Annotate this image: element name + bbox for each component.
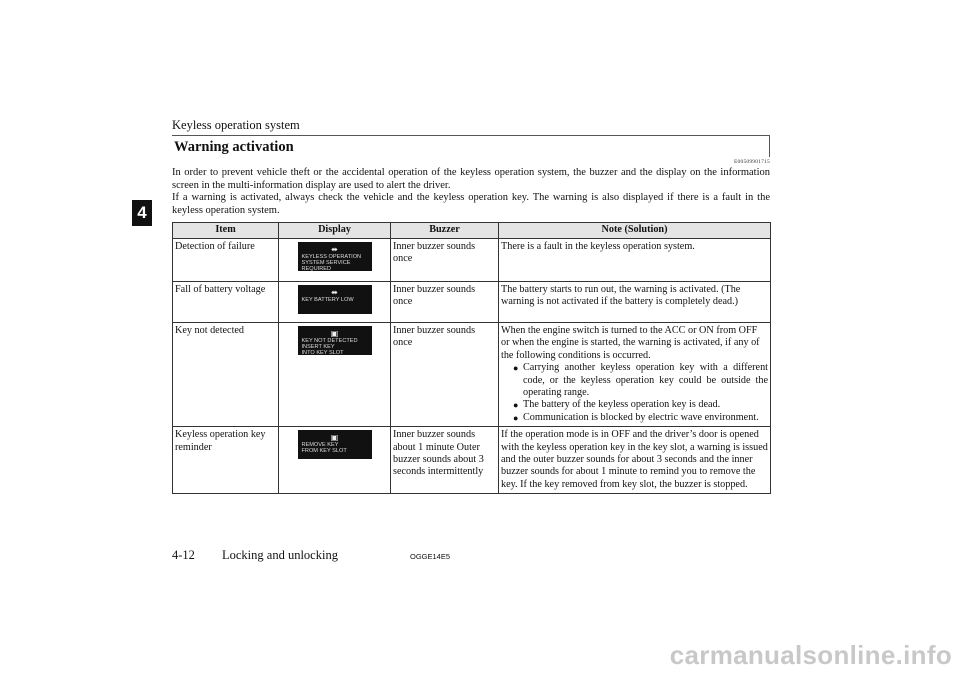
header-item: Item: [173, 223, 279, 239]
warning-table: [172, 222, 771, 494]
list-item: ● Communication is blocked by electric wave environment.: [513, 412, 768, 424]
display-screen: [298, 285, 372, 314]
table-row: [173, 239, 771, 282]
table-row: [173, 427, 771, 494]
cell-display: [279, 282, 391, 323]
display-text: KEY NOT DETECTED INSERT KEY INTO KEY SLOT: [301, 338, 358, 356]
key-slot-icon: ▣: [330, 329, 339, 338]
cell-display: [279, 427, 391, 494]
cell-item: Key not detected: [173, 323, 279, 427]
display-screen: [298, 242, 372, 271]
cell-item: Fall of battery voltage: [173, 282, 279, 323]
cell-display: [279, 323, 391, 427]
cell-item: Detection of failure: [173, 239, 279, 282]
note-text: When the engine switch is turned to the ACC or ON from OFF or when the engine is started, the warning is activated, if any of the following conditions is occurred.: [501, 325, 760, 361]
display-text: KEY BATTERY LOW: [301, 297, 354, 303]
intro-paragraph: If a warning is activated, always check the vehicle and the keyless operation key. The warning is also displayed if there is a fault in the keyless operation system.: [172, 192, 770, 216]
cell-note: If the operation mode is in OFF and the driver’s door is opened with the keyless operation key in the key slot, a warning is issued and the outer buzzer sounds for about 3 seconds and the inner buzzer sounds for about 1 minute to remind you to remove the key. If the key removed from key slot, the buzzer is stopped.: [499, 427, 771, 494]
cell-buzzer: Inner buzzer sounds once: [391, 282, 499, 323]
footer-section: Locking and unlocking: [222, 548, 338, 562]
section-header-box: [172, 135, 770, 157]
key-slot-icon: ▣: [330, 433, 339, 443]
intro-text: [172, 167, 770, 217]
cell-item: Keyless operation key reminder: [173, 427, 279, 494]
display-screen: [298, 430, 372, 459]
section-title: Warning activation: [174, 139, 294, 155]
cell-buzzer: Inner buzzer sounds once: [391, 323, 499, 427]
ref-code: E00509901715: [733, 159, 770, 165]
running-head: Keyless operation system: [172, 118, 300, 132]
cell-buzzer: Inner buzzer sounds once: [391, 239, 499, 282]
table-row: [173, 282, 771, 323]
key-icon: ⬌: [331, 245, 338, 254]
chapter-tab: 4: [132, 200, 152, 226]
header-display: Display: [279, 223, 391, 239]
key-icon: ⬌: [331, 288, 338, 297]
cell-display: [279, 239, 391, 282]
header-buzzer: Buzzer: [391, 223, 499, 239]
list-item: ● Carrying another keyless operation key with a different code, or the keyless operation key could be outside the operating range.: [513, 362, 768, 399]
page-number: 4-12: [172, 548, 195, 562]
intro-paragraph: In order to prevent vehicle theft or the accidental operation of the keyless operation system, the buzzer and the display on the information screen in the multi-information display are used to alert the driver.: [172, 167, 770, 191]
table-row: [173, 323, 771, 427]
display-screen: [298, 326, 372, 355]
cell-buzzer: Inner buzzer sounds about 1 minute Outer buzzer sounds about 3 seconds intermittently: [391, 427, 499, 494]
cell-note: [499, 323, 771, 427]
header-note: Note (Solution): [499, 223, 771, 239]
footer-code: OGGE14E5: [410, 552, 451, 561]
cell-note: There is a fault in the keyless operation system.: [499, 239, 771, 282]
display-text: REMOVE KEY FROM KEY SLOT: [301, 442, 347, 455]
display-text: KEYLESS OPERATION SYSTEM SERVICE REQUIRED: [301, 254, 362, 272]
cell-note: The battery starts to run out, the warning is activated. (The warning is not activated if the battery is completely dead.): [499, 282, 771, 323]
list-item: ● The battery of the keyless operation key is dead.: [513, 399, 768, 411]
table-header-row: [173, 223, 771, 239]
watermark: carmanualsonline.info: [669, 640, 952, 670]
note-bullet-list: [501, 362, 768, 424]
